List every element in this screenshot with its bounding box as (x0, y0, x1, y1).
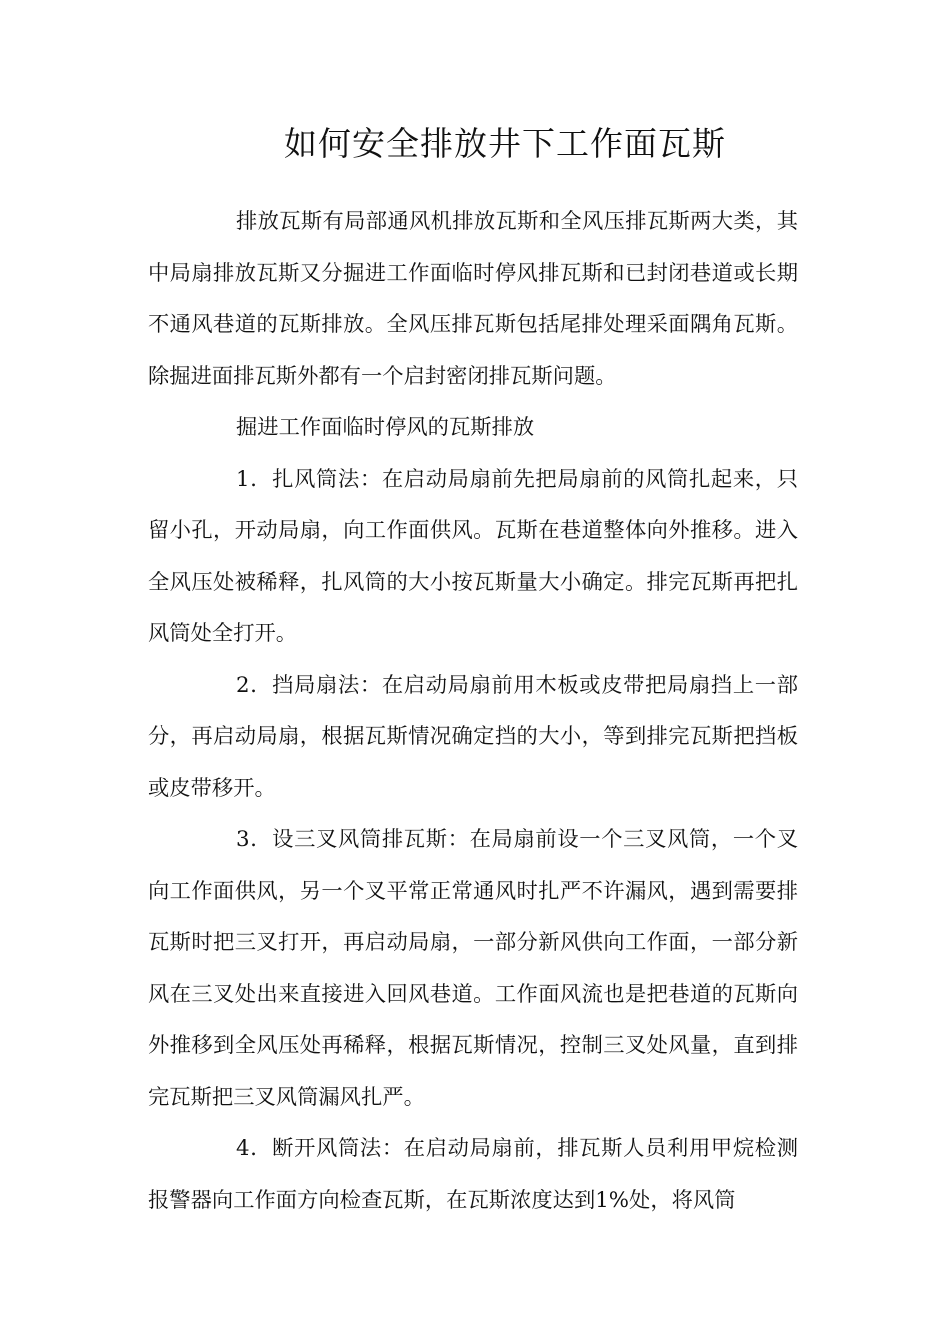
document-body (148, 196, 798, 1226)
paragraph-method-2: 2．挡局扇法：在启动局扇前用木板或皮带把局扇挡上一部分，再启动局扇，根据瓦斯情况确定挡的大小，等到排完瓦斯把挡板或皮带移开。 (148, 672, 798, 801)
document-title: 如何安全排放井下工作面瓦斯 (284, 124, 726, 163)
paragraph-intro: 排放瓦斯有局部通风机排放瓦斯和全风压排瓦斯两大类，其中局扇排放瓦斯又分掘进工作面临时停风排瓦斯和已封闭巷道或长期不通风巷道的瓦斯排放。全风压排瓦斯包括尾排处理采面隅角瓦斯。除掘进面排瓦斯外都有一个启封密闭排瓦斯问题。 (148, 209, 798, 389)
paragraph-section-heading: 掘进工作面临时停风的瓦斯排放 (236, 415, 535, 440)
paragraph-method-1: 1．扎风筒法：在启动局扇前先把局扇前的风筒扎起来，只留小孔，开动局扇，向工作面供风。瓦斯在巷道整体向外推移。进入全风压处被稀释，扎风筒的大小按瓦斯量大小确定。排完瓦斯再把扎风筒处全打开。 (148, 466, 798, 646)
paragraph-method-4: 4．断开风筒法：在启动局扇前，排瓦斯人员利用甲烷检测报警器向工作面方向检查瓦斯，在瓦斯浓度达到1%处，将风筒 (148, 1136, 798, 1213)
paragraph-method-3: 3．设三叉风筒排瓦斯：在局扇前设一个三叉风筒，一个叉向工作面供风，另一个叉平常正常通风时扎严不许漏风，遇到需要排瓦斯时把三叉打开，再启动局扇，一部分新风供向工作面，一部分新风在三叉处出来直接进入回风巷道。工作面风流也是把巷道的瓦斯向外推移到全风压处再稀释，根据瓦斯情况，控制三叉处风量，直到排完瓦斯把三叉风筒漏风扎严。 (148, 827, 798, 1110)
